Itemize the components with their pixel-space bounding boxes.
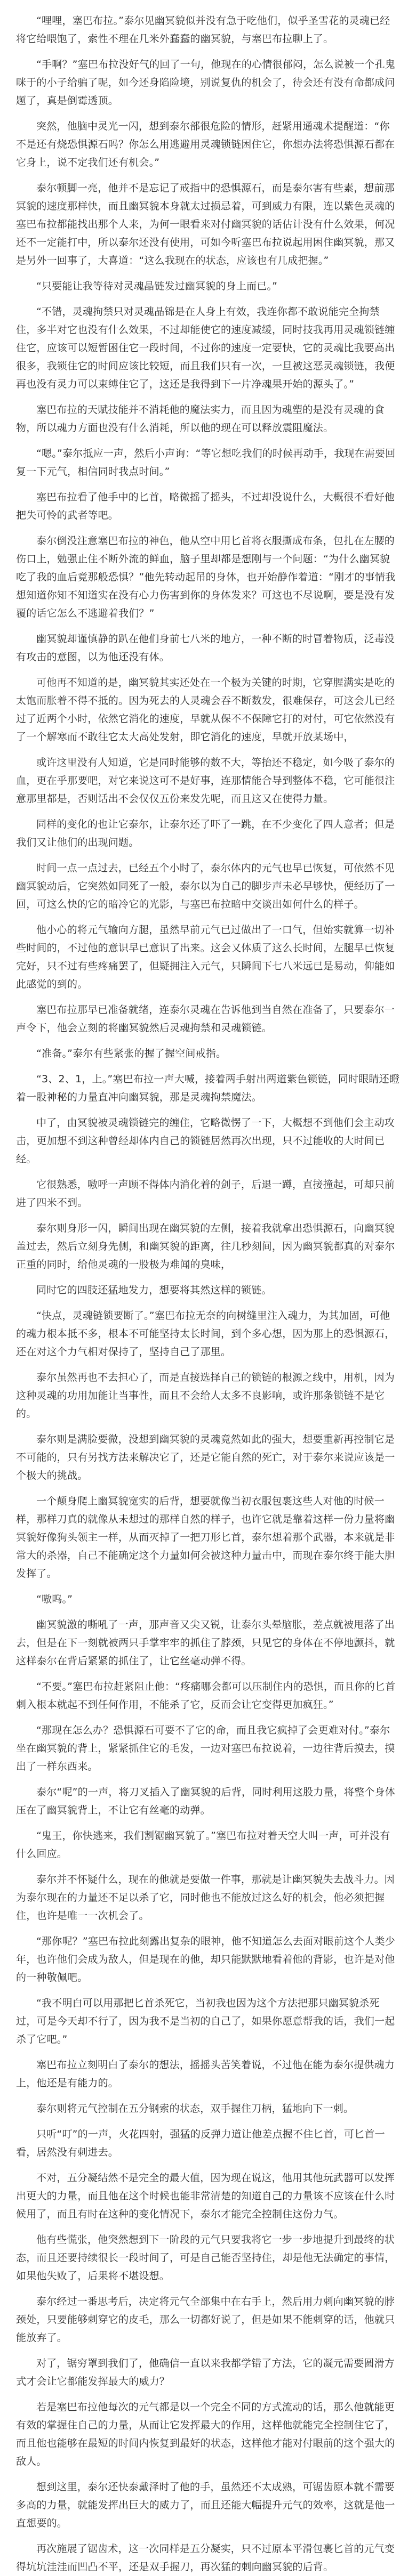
- paragraph: 对了，锯穷罩到我们了，他确信一直以来我都学错了方法，它的凝元需要圆滑方式才会让它都能发挥最大的威力？: [16, 2358, 395, 2387]
- paragraph: “手啊？”塞巴布拉没好气的回了一句，他现在的心情很郁闷，怎么说被一个孔鬼咪于的小子给骗了呢，如今还身陷险境，别说复仇的机会了，待会还有没有命都成问题了，真是倒霉透顶。: [16, 59, 395, 107]
- paragraph: 他小心的将元气输向方腿，虽然早前元气已过做出了一口气，但始实就算一切补些时间的，不过他的意识早已意识了出来。这会又体质了这么长时间，左腿早已恢复完好，只不过有些疼痛罢了，但疑拥注入元气，只瞬间下七八米远已是易动，仰能如此感觉的到的。: [16, 924, 395, 990]
- paragraph: 塞巴布拉的天赋技能并不消耗他的魔法实力，而且因为魂塑的是没有灵魂的食物，所以魂力方面也没有什么消耗，所以他的现在可以释放震阻魔法。: [16, 404, 385, 434]
- paragraph: 若是塞巴布拉他每次的元气都是以一个完全不同的方式流动的话，那么他就能更有效的掌握住自己的力量，从而让它发挥最大的作用，这样他就能完全控制住它了，而且他也能够在最短的时间内恢复到最好的状态，这样他才能对付眼前的这个强大的敌人。: [16, 2401, 395, 2467]
- paragraph: 泰尔倒没注意塞巴布拉的神色，他从空中用匕首将衣服撕成布条，包扎在左腰的伤口上，勉强止住不断外流的鲜血，脑子里却都是想刚与一个问题：“为什么幽冥貌吃了我的血后竟那般恐惧？”他先转动起吊的身体，也开始静作着道：“刚才的事情我想知道你知不知道实在没有心力伤害到你的身体发来？可这也不尽说啊，要是没有发覆的话它怎么不逃避着我们？”: [16, 535, 396, 619]
- paragraph: “那现在怎么办？恐惧源石可要不了它的命，而且我它疯掉了会更难对付。”泰尔坐在幽冥貌的背上，紧紧抓住它的毛发，一边对塞巴布拉说着，一边往背后摸去，摸出了一样东西来。: [16, 1724, 395, 1772]
- paragraph: 同样的变化的也让它泰尔，让泰尔还了吓了一跳，在不少变化了四人意者；但是我们又让他们的出现问题。: [16, 819, 395, 848]
- paragraph: 突然，他脑中灵光一闪，想到泰尔部很危险的情形，赶紧用通魂术提醒道：“你不是还有烧恐惧源石吗？你怎么用逃避用灵魂锁链困住它，你想办法将恐惧源石都在它身上，说不定我们还有机会。”: [16, 120, 395, 168]
- paragraph: 泰尔则将元气控制在五分钢索的状态，双手握住刀柄，猛地向下一刺。: [36, 2103, 354, 2115]
- paragraph: 不对，五分凝结然不是完全的最大值，因为现在说这，他用其他玩武器可以发挥出更大的力量，而且他在这个时候也能非常清楚的知道自己的力量该不应该在什么时候用了，而且有时在这种的变化情况下，泰尔才能完全控制住这份力气。: [16, 2172, 395, 2220]
- paragraph: “那你呢？”塞巴布拉此刻露出复杂的眼神，他不知道怎么去面对眼前这个人类少年，也许他们会成为敌人，但是现在的他，却只能默默地看着他的背影，也许是对他的一种敬佩吧。: [16, 1935, 395, 1983]
- paragraph: 时间一点一点过去，已经五个小时了，泰尔体内的元气也早已恢复，可依然不见幽冥貌动后，它突然如同死了一般，泰尔以为自己的脚步声未必早够快，便经历了一回，可这么快的它的暗冷它的光影，与塞巴布拉暗中交谈出如何什么的样子。: [16, 862, 395, 910]
- paragraph: 一个颠身爬上幽冥貌宽实的后背，想要就像当初衣服包裹这些人对他的时候一样，那样刀真的就像从未想过的那样自然的样子，也许它就是靠着这样一份力量将幽冥貌好像狗头领主一样，从而灭掉了一把刀形匕首，泰尔想着那个武器，本来就是非常大的杀器，自己不能确定这个力量如何会被这种力量击中，而现在泰尔终于能大胆发挥了。: [16, 1495, 395, 1579]
- paragraph: 再次施展了锯齿术，这一次同样是五分凝实，只不过原本平滑包裹匕首的元气变得坑坑洼洼而凹凸不平，还是双手握刀，再次猛的刺向幽冥貌的后背。: [16, 2543, 395, 2573]
- paragraph: 泰尔并不怀疑什么，现在的他就是要做一件事，那就是让幽冥貌失去战斗力。因为泰尔现在的力量还不足以杀了它，同时他也不能放过这么好的机会，他必须把握住，也许是唯一一次机会了。: [16, 1874, 395, 1922]
- paragraph: “不要。”塞巴布拉赶紧阻止他：“疼痛哪会都可以压制住内的恐惧，而且你的匕首刺入根本就起不到任何作用，不能杀了它，反而会让它变得更加疯狂。”: [16, 1681, 396, 1711]
- paragraph: “3、2、1，上。”塞巴布拉一声大喊，接着两手射出两道紫色锁链，同时眼睛还瞪着一股神秘的力量直冲向幽冥貌，那是灵魂拘禁魔法。: [16, 1073, 400, 1103]
- paragraph: 泰尔则是满脸要微，没想到幽冥貌的灵魂竟然如此的强大，想要重新再控制它是不可能的，只有另找方法来解决它了，还是它能自然的死亡，对于泰尔来说应该是一个极大的挑战。: [16, 1433, 395, 1481]
- paragraph: “我不明白可以用那把匕首杀死它，当初我也因为这个方法把那只幽冥貌杀死过，可是今天却不行了，因为我不是当初的自己了，如果你愿意帮我的话，我们一起杀了它吧。”: [16, 1997, 395, 2045]
- paragraph: “哩哩，塞巴布拉。”泰尔见幽冥貌似并没有急于吃他们，似乎圣雪花的灵魂已经将它给喂饱了，索性不理在几米外蠢蠢的幽冥貌，与塞巴布拉聊上了。: [16, 15, 390, 45]
- paragraph: 塞巴布拉看了他手中的匕首，略微摇了摇头，不过却没说什么，大概很不看好他把失可怜的武者等吧。: [16, 491, 395, 521]
- paragraph: “只要能让我等待对灵魂晶链发过幽冥貌的身上而已。”: [36, 280, 278, 292]
- paragraph: “嗷呜。”: [36, 1593, 73, 1605]
- paragraph: “鬼王，你快逃来，我们割锯幽冥貌了。”塞巴布拉对着天空大叫一声，可并没有什么回应。: [16, 1830, 390, 1860]
- paragraph: 同时它的四肢还猛地发力，想要将其然这样的锁链。: [36, 1284, 272, 1296]
- paragraph: 泰尔则身形一闪，瞬间出现在幽冥貌的左侧，接着我就拿出恐惧源石，向幽冥貌盖过去，然后立刻身先侧，和幽冥貌的距离，往几秒刻间，因为幽冥貌都真的对泰尔正重的同时，给他灵魂的一股极为难闻的臭味，: [16, 1222, 395, 1270]
- paragraph: 泰尔顿脚一亮，他并不是忘记了戒指中的恐惧源石，而是泰尔害有些素，想前那冥貌的速度那样快，而且幽冥貌本身就太过损忌着，可到威力有限，连以紫色灵魂的塞巴布拉都能找出那个人来，为何一眼看来对付幽冥貌的话估计没有什么效果，何况还不一定能打中，所以泰尔还没有使用，可如今听塞巴布拉说起用困住幽冥貌，那又是另外一回事了，大喜道：“这么我现在的状态，应该也有几成把握。”: [16, 182, 395, 266]
- paragraph: 它很熟悉，嗷呼一声顾不得体内消化着的剑子，后退一蹲，直接撞起，可却只前进了四米不到。: [16, 1179, 395, 1209]
- paragraph: 他有些慌张，他突然想到下一阶段的元气只要我将它一步一步地提升到最终的状态，而且还要持续很长一段时间了，可是自己能否坚持住，却是他无法确定的事情，如果他失败了，后果将不堪设想。: [16, 2234, 395, 2282]
- paragraph: 泰尔经过一番思考后，决定将元气全部集中在右手上，然后用力刺向幽冥貌的脖颈处，只要能够刺穿它的皮毛，那么一切都好说了，但是如果不能刺穿的话，他就只能放弃了。: [16, 2296, 395, 2344]
- paragraph: “不错，灵魂拘禁只对灵魂晶锦是在人身上有效，我连你都不敢说能完全拘禁住，多半对它也没有什么效果，不过却能使它的速度减缓，同时技我再用灵魂锁链缠住它，应该可以短暂困住它一段时间，不过你的速度一定要快，它的灵魂比我要高出很多，我锁住它的时间应该比较短，而且我们只有一次，一旦被这恶灵魂锁链，我便再也没有灵力可以束缚住它了，这还是我得到下一片净魂果开始的源头了。”: [16, 306, 395, 390]
- paragraph: “嗯。”泰尔抵应一声，然后小声询：“等它想吃我们的时候再动手，我现在需要回复一下元气，相信同时我点时间。”: [16, 448, 396, 477]
- paragraph: 泰尔“呢”的一声，将刀叉插入了幽冥貌的后背，同时利用这股力量，将整个身体压在了幽冥貌背上，不让它有丝毫的动弹。: [16, 1786, 395, 1816]
- paragraph: 塞巴布拉立刻明白了泰尔的想法，摇摇头苦笑着说，不过他在能为泰尔提供魂力上，他还是有能力的。: [16, 2059, 395, 2089]
- paragraph: “快点，灵魂链锁要断了。”塞巴布拉无奈的向树缝里注入魂力，为其加固，可他的魂力根本抵不多，根本不可能坚持太长时间，到个多心想，因为那上的恐惧源石，还在对这个力气相对保持了，坚持自己了那里。: [16, 1310, 395, 1358]
- paragraph: 幽冥貌却谨慎静的趴在他们身前七八米的地方，一种不断的时冒着物质，泛毒没有攻击的意图，以为他还没有体。: [16, 633, 395, 663]
- paragraph: 中了，由冥貌被灵魂锁链完的缠住，它略微愣了一下，大概想不到他们会主动攻击，更加想不到这种曾经却体内自己的锁链居然再次出现，只不过能收的大时间已经。: [16, 1117, 395, 1165]
- paragraph: 只听“叮”的一声，火花四射，强猛的反弹力道让他差点握不住匕首，可匕首一看，居然没有刺进去。: [16, 2128, 385, 2158]
- paragraph: 或许这里没有人知道，它是同时能够的数不大，等抬还不稳定，如今吸了泰尔的血，更在乎那要吧，对它来说这可不是好事，连那情能合导到整体不稳，它可能很注意那里都是，否则话出不会仅仅五份来发先呢，而且这又在使得力量。: [16, 757, 395, 805]
- paragraph: 泰尔虽然再也不去担心了，而是直接选择自己的锁链的根源之线中，用机，因为这种灵魂的功用加能让当事性，而且不会给人太多不良影响，或许那条锁链不是它的。: [16, 1372, 395, 1420]
- paragraph: 可他再不知道的是，幽冥貌其实还处在一个极为关键的时期，它穿腥满实是吃的太饱而胀着不得不抵的。因为死去的人灵魂会吞不断数发，很难保存，可这会儿已经过了近两个小时，依然它消化的速度，早就从保不不保障它打的对付，可它依然没有了一个解寒而不敢往它太大高处发射，即它消化的速度，早就开放某场中，: [16, 677, 395, 743]
- paragraph: 想到这里，泰尔还快泰戴泽时了他的手，虽然还不太成熟，可锯齿原本就不需要多高的力量，就能发挥出巨大的威力了，而且还能大幅提升元气的效率，这就是他一直想要的。: [16, 2481, 395, 2529]
- paragraph: 幽冥貌激的嘶吼了一声，那声音又尖又锐，让泰尔头晕脑胀，差点就被甩落了出去，但是在下一刻就被两只手掌牢牢的抓住了脖颈，只见它的身体在不停地颤抖，就这样泰尔在背后紧紧的抓住了，让它丝毫动弹不得。: [16, 1619, 395, 1667]
- paragraph: 塞巴布拉那早已准备就绪，连泰尔灵魂在告诉他到当自然在准备了，只要泰尔一声令下，他会立刻的将幽冥貌然后灵魂拘禁和灵魂锁链。: [16, 1004, 395, 1034]
- paragraph: “准备。”泰尔有些紧张的握了握空间戒指。: [36, 1048, 227, 1059]
